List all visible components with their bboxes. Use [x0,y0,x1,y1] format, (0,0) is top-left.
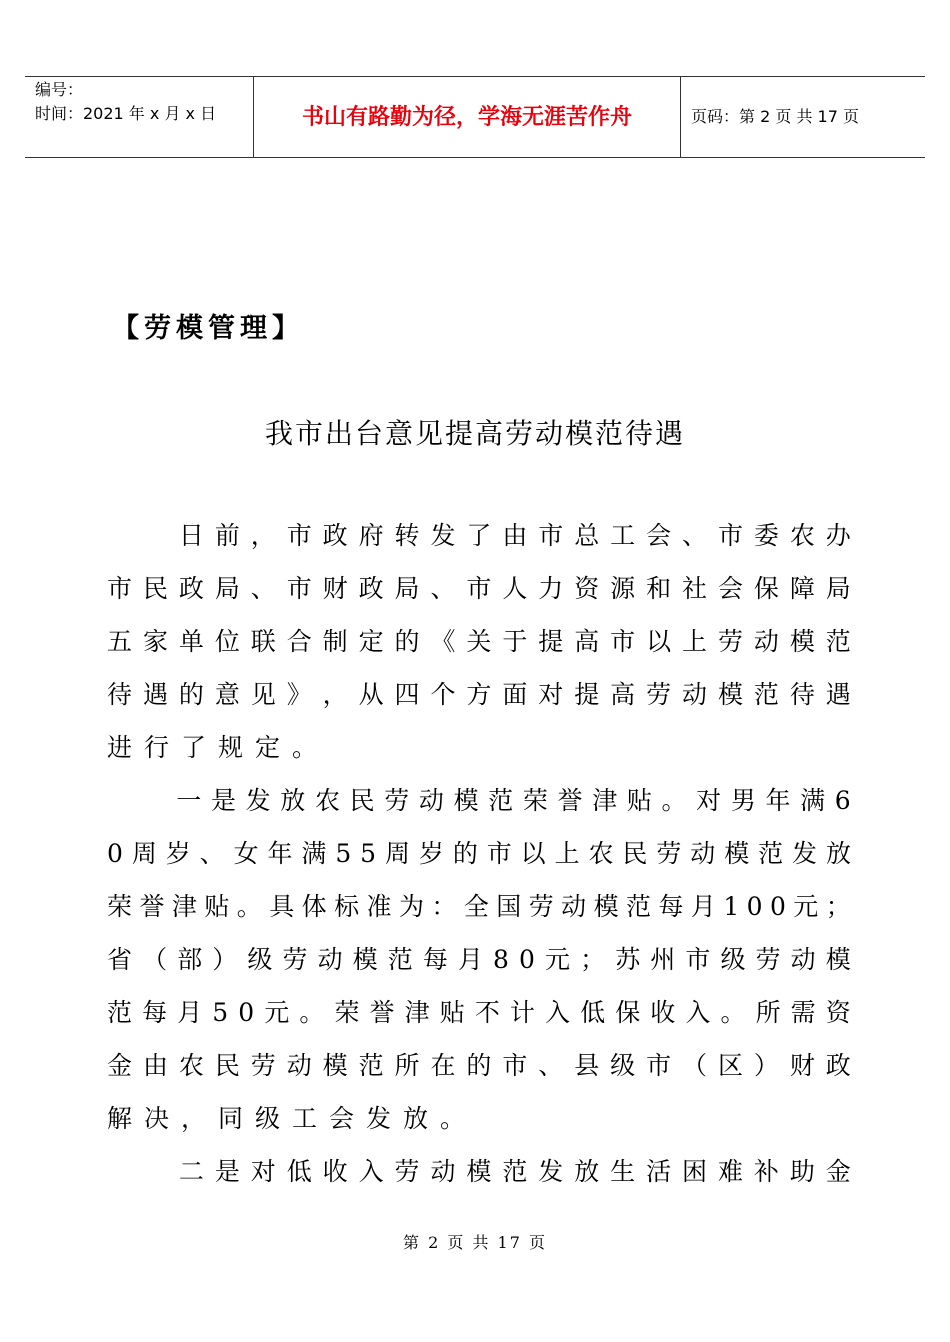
body-line: 金 由 农 民 劳 动 模 范 所 在 的 市 、 县 级 市 （ 区 ） 财 政 [107,1051,851,1080]
code-label: 编号： [35,80,84,99]
section-heading: 【劳模管理】 [112,313,304,344]
page-footer: 第 2 页 共 17 页 [403,1233,547,1252]
document-title: 我市出台意见提高劳动模范待遇 [264,417,685,450]
body-line: 待 遇 的 意 见 》 ， 从 四 个 方 面 对 提 高 劳 动 模 范 待 遇 [107,680,851,709]
header-motto-cell [254,77,681,157]
body-line: 0 周 岁 、 女 年 满 5 5 周 岁 的 市 以 上 农 民 劳 动 模 范 发 放 [107,839,851,868]
body-line: 日 前 ， 市 政 府 转 发 了 由 市 总 工 会 、 市 委 农 办 [178,521,851,550]
body-line: 二 是 对 低 收 入 劳 动 模 范 发 放 生 活 困 难 补 助 金 [178,1157,851,1186]
body-line: 范 每 月 5 0 元 。 荣 誉 津 贴 不 计 入 低 保 收 入 。 所 需 资 [107,998,851,1027]
motto: 书山有路勤为径，学海无涯苦作舟 [301,105,632,130]
header-meta-cell [25,77,254,157]
time-label: 时间：2021 年 x 月 x 日 [35,104,217,123]
header-table [25,76,925,158]
body-line: 省 （ 部 ） 级 劳 动 模 范 每 月 8 0 元 ； 苏 州 市 级 劳 动 模 [107,945,851,974]
body-line: 进行了规定。 [107,733,330,762]
body-line: 五 家 单 位 联 合 制 定 的 《 关 于 提 高 市 以 上 劳 动 模 范 [107,627,851,656]
page-info: 页码：第 2 页 共 17 页 [691,107,859,126]
body-text [107,509,851,1198]
body-line: 一 是 发 放 农 民 劳 动 模 范 荣 誉 津 贴 。 对 男 年 满 6 [176,786,851,815]
body-line: 解决，同级工会发放。 [107,1104,478,1133]
body-line: 市 民 政 局 、 市 财 政 局 、 市 人 力 资 源 和 社 会 保 障 局 [107,574,851,603]
body-line: 荣 誉 津 贴 。 具 体 标 准 为 ： 全 国 劳 动 模 范 每 月 1 0 0 元 ； [107,892,851,921]
header-page-cell [681,77,925,157]
